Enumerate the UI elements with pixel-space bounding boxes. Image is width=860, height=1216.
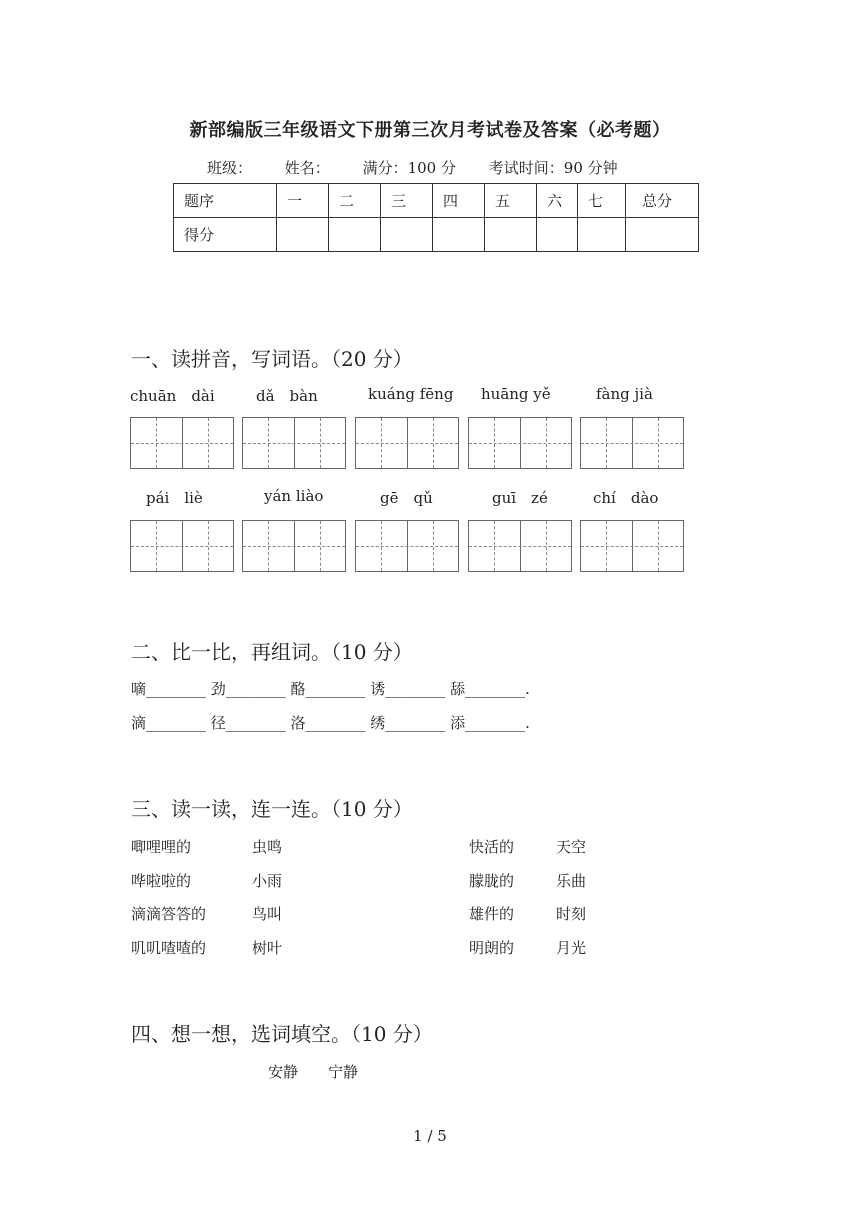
match-left-word[interactable]: 虫鸣 — [252, 838, 283, 856]
word-choices: 安静 宁静 — [268, 1063, 359, 1081]
match-right-phrase[interactable]: 朦胧的 — [469, 872, 515, 890]
pinyin-label: chuān dài — [130, 387, 215, 405]
score-cell[interactable] — [578, 218, 626, 252]
writing-grid[interactable] — [242, 520, 346, 572]
table-cell: 一 — [277, 184, 329, 218]
pinyin-label: huāng yě — [481, 385, 551, 403]
score-cell[interactable] — [485, 218, 537, 252]
match-left-phrase[interactable]: 唧哩哩的 — [131, 838, 192, 856]
page-title: 新部编版三年级语文下册第三次月考试卷及答案（必考题） — [189, 120, 671, 141]
score-table-header-row — [174, 184, 699, 218]
exam-time-label: 考试时间：90 分钟 — [488, 159, 618, 177]
pinyin-label: gē qǔ — [380, 489, 433, 507]
match-left-phrase[interactable]: 哗啦啦的 — [131, 872, 192, 890]
section-1-heading: 一、读拼音，写词语。（20 分） — [131, 347, 413, 371]
table-cell: 七 — [578, 184, 626, 218]
match-left-phrase[interactable]: 滴滴答答的 — [131, 905, 207, 923]
table-cell: 题序 — [174, 184, 277, 218]
table-cell: 二 — [329, 184, 381, 218]
score-table-score-row — [174, 218, 699, 252]
pinyin-label: kuáng fēng — [368, 385, 454, 403]
section-3-heading: 三、读一读，连一连。（10 分） — [131, 797, 413, 821]
full-score-label: 满分：100 分 — [362, 159, 456, 177]
score-cell[interactable] — [626, 218, 699, 252]
writing-grid[interactable] — [242, 417, 346, 469]
table-cell: 六 — [537, 184, 578, 218]
writing-grid[interactable] — [580, 417, 684, 469]
match-right-word[interactable]: 乐曲 — [556, 872, 587, 890]
score-cell[interactable] — [433, 218, 485, 252]
match-left-word[interactable]: 小雨 — [252, 872, 283, 890]
match-right-phrase[interactable]: 明朗的 — [469, 939, 515, 957]
word-compare-line-1: 嘀________ 劲________ 酪________ 诱________ 舔________. — [131, 680, 530, 698]
table-cell: 得分 — [174, 218, 277, 252]
writing-grid[interactable] — [468, 520, 572, 572]
pinyin-label: chí dào — [593, 489, 659, 507]
pinyin-label: pái liè — [146, 489, 203, 507]
match-left-word[interactable]: 鸟叫 — [252, 905, 283, 923]
table-cell: 总分 — [626, 184, 699, 218]
score-table — [173, 183, 699, 252]
match-right-word[interactable]: 月光 — [556, 939, 587, 957]
match-left-phrase[interactable]: 叽叽喳喳的 — [131, 939, 207, 957]
writing-grid[interactable] — [130, 417, 234, 469]
name-label: 姓名： — [284, 159, 330, 177]
writing-grid[interactable] — [580, 520, 684, 572]
pinyin-label: dǎ bàn — [256, 387, 318, 405]
writing-grid[interactable] — [355, 417, 459, 469]
score-cell[interactable] — [329, 218, 381, 252]
word-compare-line-2: 滴________ 径________ 洛________ 绣________ 添________. — [131, 714, 530, 732]
table-cell: 三 — [381, 184, 433, 218]
match-right-word[interactable]: 时刻 — [556, 905, 587, 923]
pinyin-label: yán liào — [264, 487, 324, 505]
writing-grid[interactable] — [130, 520, 234, 572]
section-2-heading: 二、比一比，再组词。（10 分） — [131, 640, 413, 664]
match-right-phrase[interactable]: 快活的 — [469, 838, 515, 856]
pinyin-label: fàng jià — [596, 385, 653, 403]
writing-grid[interactable] — [355, 520, 459, 572]
match-left-word[interactable]: 树叶 — [252, 939, 283, 957]
writing-grid[interactable] — [468, 417, 572, 469]
table-cell: 四 — [433, 184, 485, 218]
exam-info — [207, 157, 646, 178]
match-right-phrase[interactable]: 雄件的 — [469, 905, 515, 923]
pinyin-label: guī zé — [492, 489, 548, 507]
page-number: 1 / 5 — [413, 1127, 447, 1145]
score-cell[interactable] — [381, 218, 433, 252]
score-cell[interactable] — [277, 218, 329, 252]
class-label: 班级： — [207, 159, 253, 177]
score-cell[interactable] — [537, 218, 578, 252]
match-right-word[interactable]: 天空 — [556, 838, 587, 856]
table-cell: 五 — [485, 184, 537, 218]
section-4-heading: 四、想一想，选词填空。（10 分） — [131, 1022, 433, 1046]
